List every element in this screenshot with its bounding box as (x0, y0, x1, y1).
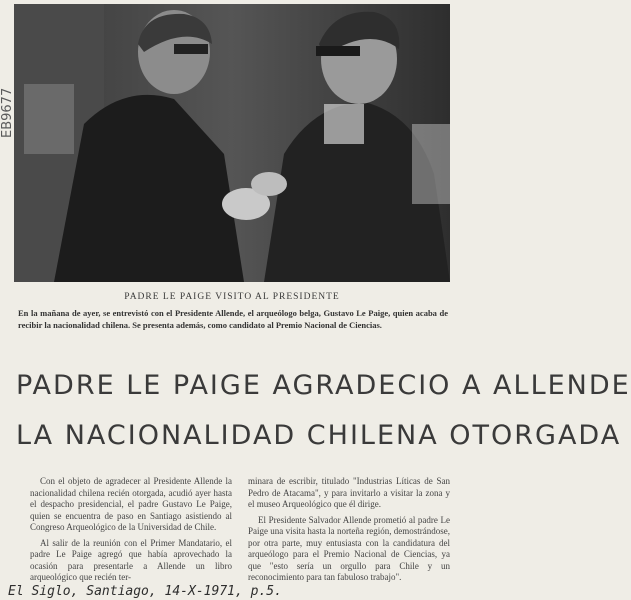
photo-handshake (14, 4, 450, 282)
photo-caption: PADRE LE PAIGE VISITO AL PRESIDENTE (124, 292, 340, 302)
article-paragraph: Con el objeto de agradecer al Presidente Allende la nacionalidad chilena recién otorgada, acudió ayer hasta el despacho presidencial, el padre Gustavo Le Paige, quien se encuentra de paso en Santiago asistiendo al Congreso Arqueológico de la Universidad de Chile. (30, 476, 232, 532)
archive-code: EB9677 (0, 87, 15, 139)
article-column-right (248, 476, 450, 588)
lead-paragraph: En la mañana de ayer, se entrevistó con el Presidente Allende, el arqueólogo belga, Gustavo Le Paige, quien acaba de recibir la nacionalidad chilena. Se presenta además, como candidato al Premio Nacional de Ciencias. (18, 308, 448, 330)
article-column-left (30, 476, 232, 588)
article-paragraph: El Presidente Salvador Allende prometió al padre Le Paige una visita hasta la norteña región, demostrándose, por otra parte, muy entusiasta con la candidatura del arqueólogo para el Premio Nacional de Ciencias, ya que "esto sería un orgullo para Chile y un reconocimiento para tan fabuloso trabajo". (248, 514, 450, 582)
headline-line-1: PADRE LE PAIGE AGRADECIO A ALLENDE (16, 370, 631, 401)
handwritten-source-note: El Siglo, Santiago, 14-X-1971, p.5. (8, 584, 282, 599)
article-paragraph: Al salir de la reunión con el Primer Mandatario, el padre Le Paige agregó que había aprovechado la ocasión para presentarle a Allende un libro arqueológico que recién ter- (30, 537, 232, 582)
headline-line-2: LA NACIONALIDAD CHILENA OTORGADA (16, 420, 622, 451)
article-paragraph: minara de escribir, titulado "Industrias Líticas de San Pedro de Atacama", y para invitarlo a visitar la zona y el museo Arqueológico que él dirige. (248, 476, 450, 509)
news-photo (14, 4, 450, 282)
